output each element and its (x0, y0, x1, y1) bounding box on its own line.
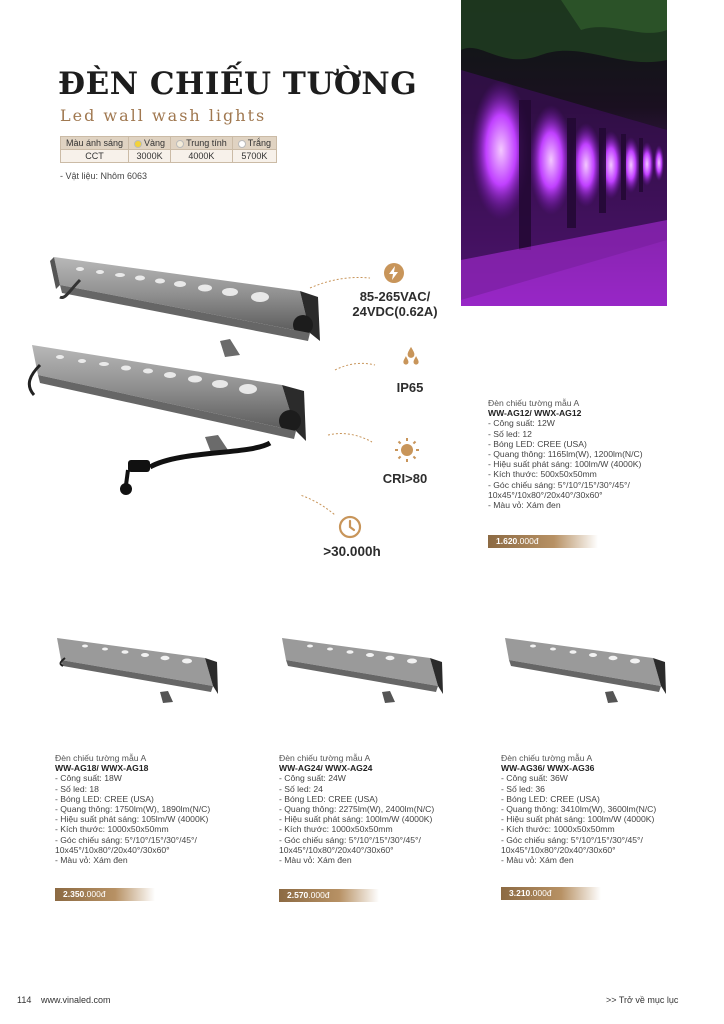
product-ag18 (55, 753, 265, 865)
fixture-ag36-image (493, 630, 673, 710)
spec-line: - Hiệu suất phát sáng: 100lm/W (4000K) (488, 459, 642, 470)
spec-line: - Công suất: 18W (55, 773, 122, 784)
product-name: Đèn chiếu tường mẫu A (488, 398, 580, 408)
spec-line: - Số led: 24 (279, 783, 323, 794)
feature-lifetime: >30.000h (323, 544, 381, 559)
spec-line: - Hiệu suất phát sáng: 100lm/W (4000K) (501, 814, 655, 825)
feature-voltage-line1: 85-265VAC/ (359, 289, 431, 304)
spec-line: - Màu vỏ: Xám đen (55, 855, 128, 866)
wall-wash-photo (461, 0, 667, 306)
price-main: 2.570 (287, 890, 309, 900)
price-main: 2.350 (63, 889, 85, 899)
spec-line: - Góc chiếu sáng: 5°/10°/15°/30°/45°/ (55, 834, 197, 845)
color-spec-table (60, 136, 277, 163)
spec-line: - Màu vỏ: Xám đen (488, 500, 561, 511)
spec-line: 10x45°/10x80°/20x40°/30x60° (279, 844, 394, 855)
clock-icon (338, 515, 362, 539)
product-name: Đèn chiếu tường mẫu A (55, 753, 147, 763)
product-name: Đèn chiếu tường mẫu A (501, 753, 593, 763)
spec-line: - Bóng LED: CREE (USA) (488, 438, 587, 449)
spec-line: - Công suất: 36W (501, 773, 568, 784)
spec-line: - Màu vỏ: Xám đen (501, 855, 574, 866)
spec-line: - Kích thước: 1000x50x50mm (279, 824, 393, 835)
feature-ip-rating: IP65 (396, 380, 424, 395)
water-drops-icon (400, 346, 422, 368)
spec-line: - Góc chiếu sáng: 5°/10°/15°/30°/45°/ (501, 834, 643, 845)
spec-line: - Bóng LED: CREE (USA) (55, 793, 154, 804)
spec-line: - Quang thông: 2275lm(W), 2400lm(N/C) (279, 804, 435, 815)
price-badge (488, 535, 598, 548)
product-ag12 (488, 398, 678, 510)
cct-label: CCT (61, 150, 129, 163)
spec-line: - Công suất: 24W (279, 773, 346, 784)
feature-voltage-line2: 24VDC(0.62A) (352, 304, 438, 319)
fixture-ag18-image (45, 630, 225, 710)
spec-line: 10x45°/10x80°/20x40°/30x60° (55, 844, 170, 855)
price-badge (501, 887, 601, 900)
lightning-icon (383, 262, 405, 284)
back-to-toc-link[interactable]: >> Trở về mục lục (606, 995, 679, 1005)
product-ag24 (279, 753, 489, 865)
warm-dot-icon (134, 140, 142, 148)
page-subtitle: Led wall wash lights (60, 106, 267, 125)
product-code: WW-AG24/ WWX-AG24 (279, 763, 373, 774)
cct-value-warm: 3000K (129, 150, 171, 163)
spec-line: - Số led: 12 (488, 428, 532, 439)
spec-line: - Góc chiếu sáng: 5°/10°/15°/30°/45°/ (488, 479, 630, 490)
spec-line: - Số led: 18 (55, 783, 99, 794)
spec-line: - Công suất: 12W (488, 418, 555, 429)
spec-line: - Hiệu suất phát sáng: 105lm/W (4000K) (55, 814, 209, 825)
spec-line: 10x45°/10x80°/20x40°/30x60° (501, 844, 616, 855)
cct-value-neutral: 4000K (171, 150, 233, 163)
sun-icon (394, 437, 420, 463)
product-ag36 (501, 753, 711, 865)
page-title: ĐÈN CHIẾU TƯỜNG (58, 66, 418, 102)
price-suffix: .000đ (84, 889, 106, 899)
product-name: Đèn chiếu tường mẫu A (279, 753, 371, 763)
spec-line: - Quang thông: 1165lm(W), 1200lm(N/C) (488, 449, 643, 460)
website-link[interactable]: www.vinaled.com (41, 995, 111, 1005)
spec-line: - Góc chiếu sáng: 5°/10°/15°/30°/45°/ (279, 834, 421, 845)
color-option-white: Trắng (232, 137, 276, 150)
product-code: WW-AG36/ WWX-AG36 (501, 763, 595, 774)
material-note: - Vật liệu: Nhôm 6063 (60, 171, 148, 181)
price-badge (279, 889, 379, 902)
price-suffix: .000đ (517, 536, 539, 546)
spec-line: - Hiệu suất phát sáng: 100lm/W (4000K) (279, 814, 433, 825)
spec-line: 10x45°/10x80°/20x40°/30x60° (488, 489, 603, 500)
product-code: WW-AG12/ WWX-AG12 (488, 408, 582, 419)
white-dot-icon (238, 140, 246, 148)
price-badge (55, 888, 155, 901)
spec-line: - Bóng LED: CREE (USA) (501, 793, 600, 804)
price-suffix: .000đ (308, 890, 330, 900)
page-number: 114 (17, 995, 32, 1005)
spec-line: - Quang thông: 1750lm(W), 1890lm(N/C) (55, 804, 211, 815)
color-option-warm: Vàng (129, 137, 171, 150)
price-main: 1.620 (496, 536, 518, 546)
spec-line: - Kích thước: 1000x50x50mm (55, 824, 169, 835)
color-label: Màu ánh sáng (61, 137, 129, 150)
product-code: WW-AG18/ WWX-AG18 (55, 763, 149, 774)
color-option-neutral: Trung tính (171, 137, 233, 150)
spec-line: - Kích thước: 1000x50x50mm (501, 824, 615, 835)
price-main: 3.210 (509, 888, 531, 898)
feature-voltage (340, 289, 450, 319)
cct-value-white: 5700K (232, 150, 276, 163)
spec-line: - Số led: 36 (501, 783, 545, 794)
neutral-dot-icon (176, 140, 184, 148)
spec-line: - Bóng LED: CREE (USA) (279, 793, 378, 804)
fixture-ag24-image (270, 630, 450, 710)
spec-line: - Màu vỏ: Xám đen (279, 855, 352, 866)
spec-line: - Kích thước: 500x50x50mm (488, 469, 597, 480)
spec-line: - Quang thông: 3410lm(W), 3600lm(N/C) (501, 804, 657, 815)
price-suffix: .000đ (530, 888, 552, 898)
feature-cri: CRI>80 (382, 471, 428, 486)
hero-fixtures-illustration (20, 245, 320, 495)
